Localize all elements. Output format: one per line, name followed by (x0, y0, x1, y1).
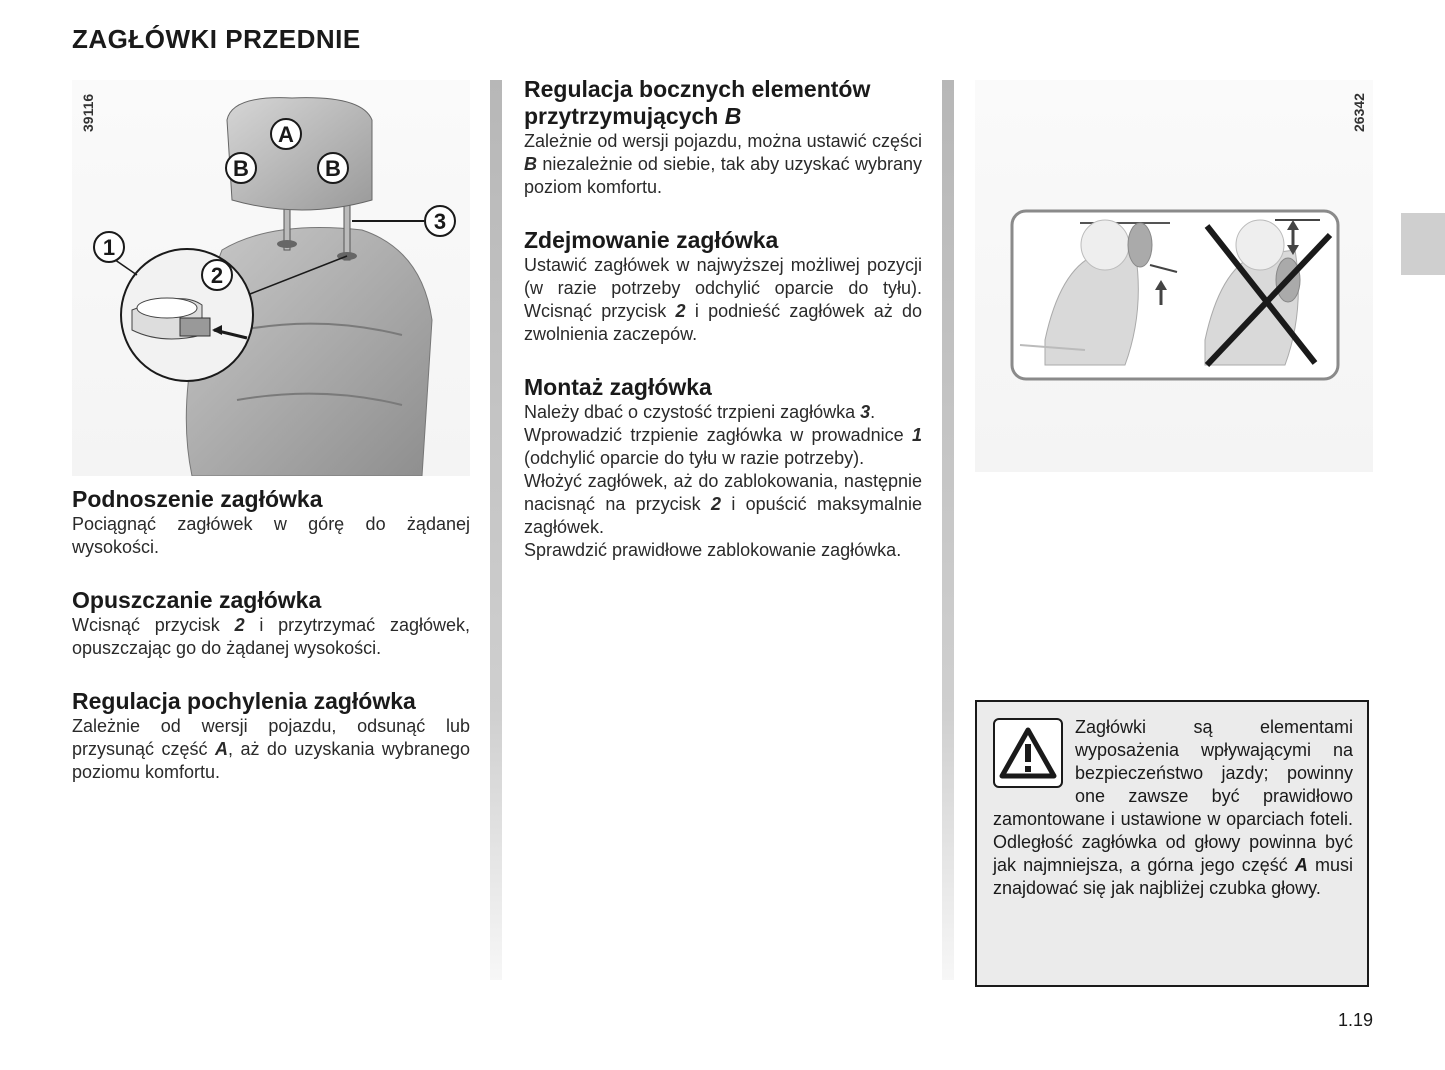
headrest-illustration (72, 80, 470, 476)
page-title: ZAGŁÓWKI PRZEDNIE (72, 24, 361, 54)
section-text: Sprawdzić prawidłowe zablokowanie zagłówka. (524, 540, 902, 560)
label-B-right-circle (318, 153, 348, 183)
label-3: 3 (433, 209, 447, 234)
label-3-circle (425, 206, 455, 236)
warning-triangle-icon (993, 718, 1063, 788)
label-A-circle (271, 119, 301, 149)
label-B-right: B (325, 156, 341, 181)
figure-code-right: 26342 (1351, 93, 1367, 132)
warning-box (975, 700, 1369, 987)
label-B-left-circle (226, 153, 256, 183)
column-divider-right (942, 80, 954, 980)
right-column (975, 80, 1373, 472)
label-2-circle (202, 260, 232, 290)
column-divider-left (490, 80, 502, 980)
page-number: 1.19 (1337, 1010, 1373, 1030)
label-1-circle (94, 232, 124, 262)
section-raising (72, 486, 470, 559)
section-lowering (72, 587, 470, 660)
section-text: Ustawić zagłówek w najwyższej możliwej pozycji (w razie potrzeby odchylić oparcie do tyłu). Wcisnąć przycisk 2 i podnieść zagłówek aż do zwolnienia zaczepów. (524, 255, 922, 344)
section-text: Włożyć zagłówek, aż do zablokowania, następnie nacisnąć na przycisk 2 i opuścić maksymalnie zagłówek. (524, 471, 923, 537)
section-text: Zależnie od wersji pojazdu, można ustawić części B niezależnie od siebie, tak aby uzyskać wybrany poziom komfortu. (524, 131, 922, 197)
section-heading: Zdejmowanie zagłówka (524, 227, 779, 253)
figure-code-left: 39116 (80, 93, 96, 132)
label-1: 1 (102, 235, 116, 260)
section-text: Wcisnąć przycisk 2 i przytrzymać zagłówek, opuszczając go do żądanej wysokości. (72, 615, 470, 658)
left-column (72, 80, 470, 812)
section-heading: Montaż zagłówka (524, 374, 712, 400)
section-text: Wprowadzić trzpienie zagłówka w prowadnice 1 (odchylić oparcie do tyłu w razie potrzeby). (524, 425, 922, 468)
section-heading: Podnoszenie zagłówka (72, 486, 323, 512)
section-fitting (524, 374, 922, 562)
label-B-left: B (233, 156, 249, 181)
section-heading: Regulacja bocznych elementów przytrzymujących B (524, 76, 871, 129)
section-removal (524, 227, 922, 346)
section-text: Zależnie od wersji pojazdu, odsunąć lub przysunąć część A, aż do uzyskania wybranego poziomu komfortu. (72, 716, 470, 782)
warning-text: Zagłówki są elementami wyposażenia wpływającymi na bezpieczeństwo jazdy; powinny one zawsze być prawidłowo zamontowane i ustawione w oparciach foteli. Odległość zagłówka od głowy powinna być jak najmniejsza, a górna jego część A musi znajdować się jak najbliżej czubka głowy. (993, 717, 1353, 898)
headrest-figure (72, 80, 470, 476)
label-A: A (278, 122, 294, 147)
section-heading: Opuszczanie zagłówka (72, 587, 322, 613)
headrest-position-figure (975, 80, 1373, 472)
section-text: Pociągnąć zagłówek w górę do żądanej wysokości. (72, 514, 470, 557)
section-side-supports (524, 76, 922, 199)
middle-column (524, 76, 922, 590)
section-text: Należy dbać o czystość trzpieni zagłówka 3. (524, 402, 876, 422)
label-2: 2 (210, 263, 224, 288)
chapter-side-tab (1401, 213, 1445, 275)
section-heading: Regulacja pochylenia zagłówka (72, 688, 416, 714)
headrest-position-illustration (975, 80, 1373, 472)
section-tilt (72, 688, 470, 784)
